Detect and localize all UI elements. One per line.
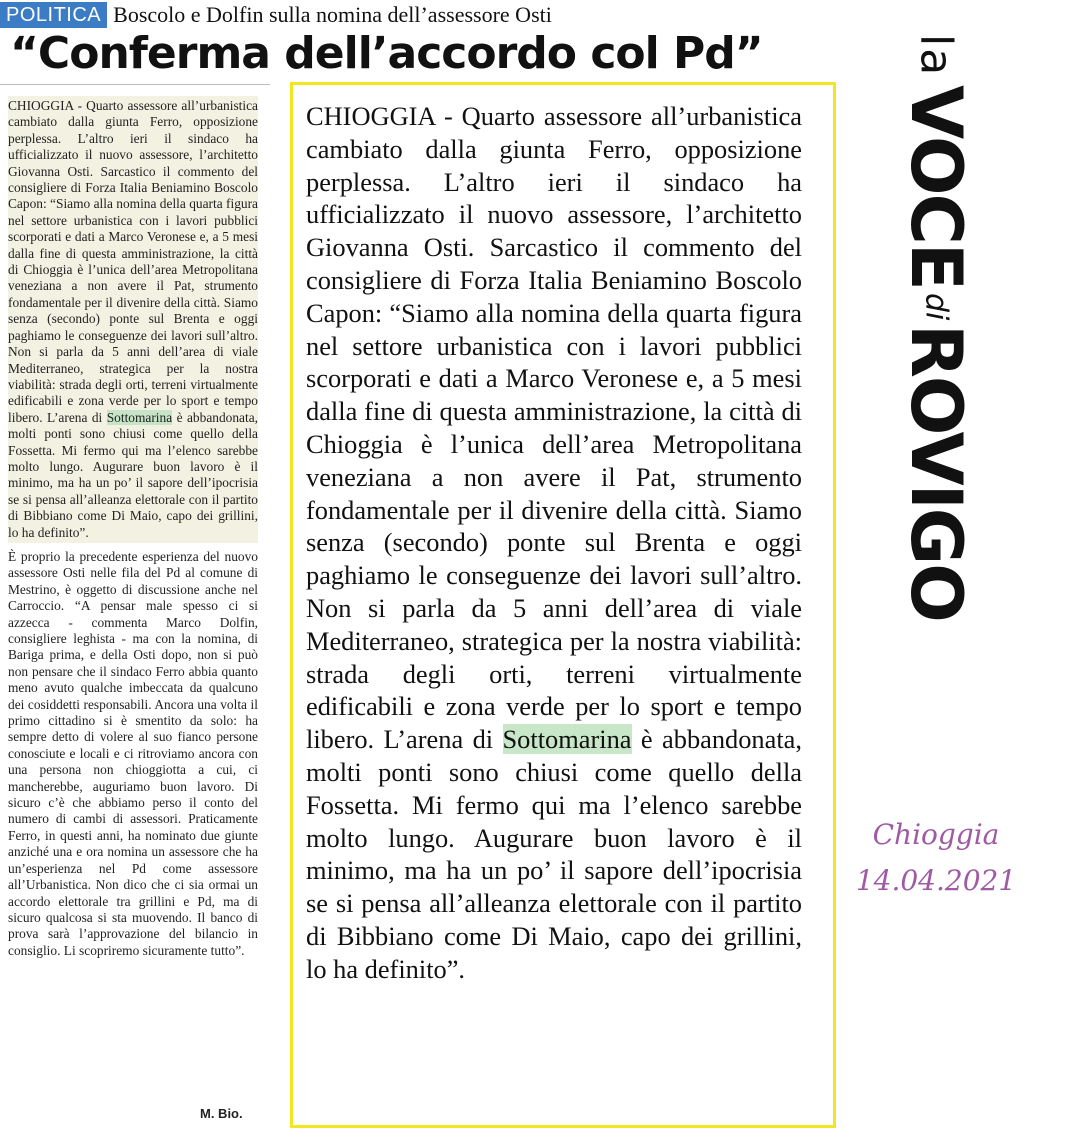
original-column <box>8 96 258 959</box>
text-run: è abbandonata, molti ponti sono chiusi come quello della Fossetta. Mi fermo qui ma l’elenco sarebbe molto lungo. Augurare buon lavoro è il minimo, ma ha un po’ il sapore dell’ipocrisia se si pensa all’alleanza elettorale con il partito di Bibbiano come Di Maio, capo dei grillini, lo ha definito”. <box>306 724 802 984</box>
masthead-voce: VOCE <box>895 85 977 289</box>
highlighted-word: Sottomarina <box>106 409 173 425</box>
original-paragraph-2: È proprio la precedente esperienza del nuovo assessore Osti nelle fila del Pd al comune di Mestrino, è oggetto di discussione anche nel Carroccio. “A pensar male spesso ci si azzecca - commenta Marco Dolfin, consigliere leghista - ma con la nomina, di Bariga prima, e della Osti dopo, non si può non pensare che il sindaco Ferro abbia quanto meno avuto qualche imbeccata da qualcuno dei cosiddetti responsabili. Ancora una volta il primo cittadino si è smentito da solo: ha sempre detto di volere al suo fianco persone conosciute e locali e ci ritroviamo ancora con una persona non chioggiotta a cui, ci mancherebbe, auguriamo buon lavoro. Di sicuro c’è che abbiamo perso il conto del numero di cambi di assessori. Praticamente Ferro, in questi anni, ha nominato due giunte anziché una e ora nomina un assessore che ha un’esperienza nel Pd come assessore all’Urbanistica. Non dico che ci sia ormai un accordo elettorale tra grillini e Pd, ma di sicuro qualcosa si sta muovendo. Il banco di prova sarà l’approvazione del bilancio in consiglio. Li scopriremo sicuramente tutto”. <box>8 548 258 958</box>
masthead-la: la <box>910 34 962 78</box>
note-date: 14.04.2021 <box>855 864 1017 897</box>
masthead-rovigo: ROVIGO <box>895 324 977 621</box>
kicker-subtitle: Boscolo e Dolfin sulla nomina dell’assessore Osti <box>113 2 552 27</box>
section-tag: POLITICA <box>0 2 107 28</box>
headline: “Conferma dell’accordo col Pd” <box>10 28 763 79</box>
note-place: Chioggia <box>872 818 1000 851</box>
divider <box>0 84 270 85</box>
text-run: CHIOGGIA - Quarto assessore all’urbanistica cambiato dalla giunta Ferro, opposizione perplessa. L’altro ieri il sindaco ha ufficializzato il nuovo assessore, l’architetto Giovanna Osti. Sarcastico il commento del consigliere di Forza Italia Beniamino Boscolo Capon: “Siamo alla nomina della quarta figura nel settore urbanistica con i lavori pubblici scorporati e dati a Marco Veronese e, a 5 mesi dalla fine di questa amministrazione, la città di Chioggia è l’unica dell’area Metropolitana veneziana a non avere il Pat, strumento fondamentale per il divenire della città. Siamo senza (secondo) ponte sul Brenta e oggi paghiamo le conseguenze dei lavori sull’altro. Non si parla da 5 anni dell’area di viale Mediterraneo, strategica per la nostra viabilità: strada degli orti, terreni virtualmente edificabili e zona verde per lo sport e tempo libero. L’arena di <box>8 98 258 425</box>
handwritten-note <box>846 812 1026 904</box>
highlighted-word: Sottomarina <box>502 724 632 755</box>
enlarged-column <box>306 100 802 986</box>
article-kicker <box>0 2 552 28</box>
masthead-di: di <box>918 292 954 321</box>
newspaper-masthead <box>895 34 977 734</box>
text-run: è abbandonata, molti ponti sono chiusi come quello della Fossetta. Mi fermo qui ma l’elenco sarebbe molto lungo. Augurare buon lavoro è il minimo, ma ha un po’ il sapore dell’ipocrisia se si pensa all’alleanza elettorale con il partito di Bibbiano come Di Maio, capo dei grillini, lo ha definito”. <box>8 409 258 540</box>
author-signature: M. Bio. <box>200 1106 243 1121</box>
text-run: CHIOGGIA - Quarto assessore all’urbanistica cambiato dalla giunta Ferro, opposizione perplessa. L’altro ieri il sindaco ha ufficializzato il nuovo assessore, l’architetto Giovanna Osti. Sarcastico il commento del consigliere di Forza Italia Beniamino Boscolo Capon: “Siamo alla nomina della quarta figura nel settore urbanistica con i lavori pubblici scorporati e dati a Marco Veronese e, a 5 mesi dalla fine di questa amministrazione, la città di Chioggia è l’unica dell’area Metropolitana veneziana a non avere il Pat, strumento fondamentale per il divenire della città. Siamo senza (secondo) ponte sul Brenta e oggi paghiamo le conseguenze dei lavori sull’altro. Non si parla da 5 anni dell’area di viale Mediterraneo, strategica per la nostra viabilità: strada degli orti, terreni virtualmente edificabili e zona verde per lo sport e tempo libero. L’arena di <box>306 101 802 755</box>
original-paragraph-1 <box>8 96 258 543</box>
enlarged-paragraph <box>306 100 802 986</box>
